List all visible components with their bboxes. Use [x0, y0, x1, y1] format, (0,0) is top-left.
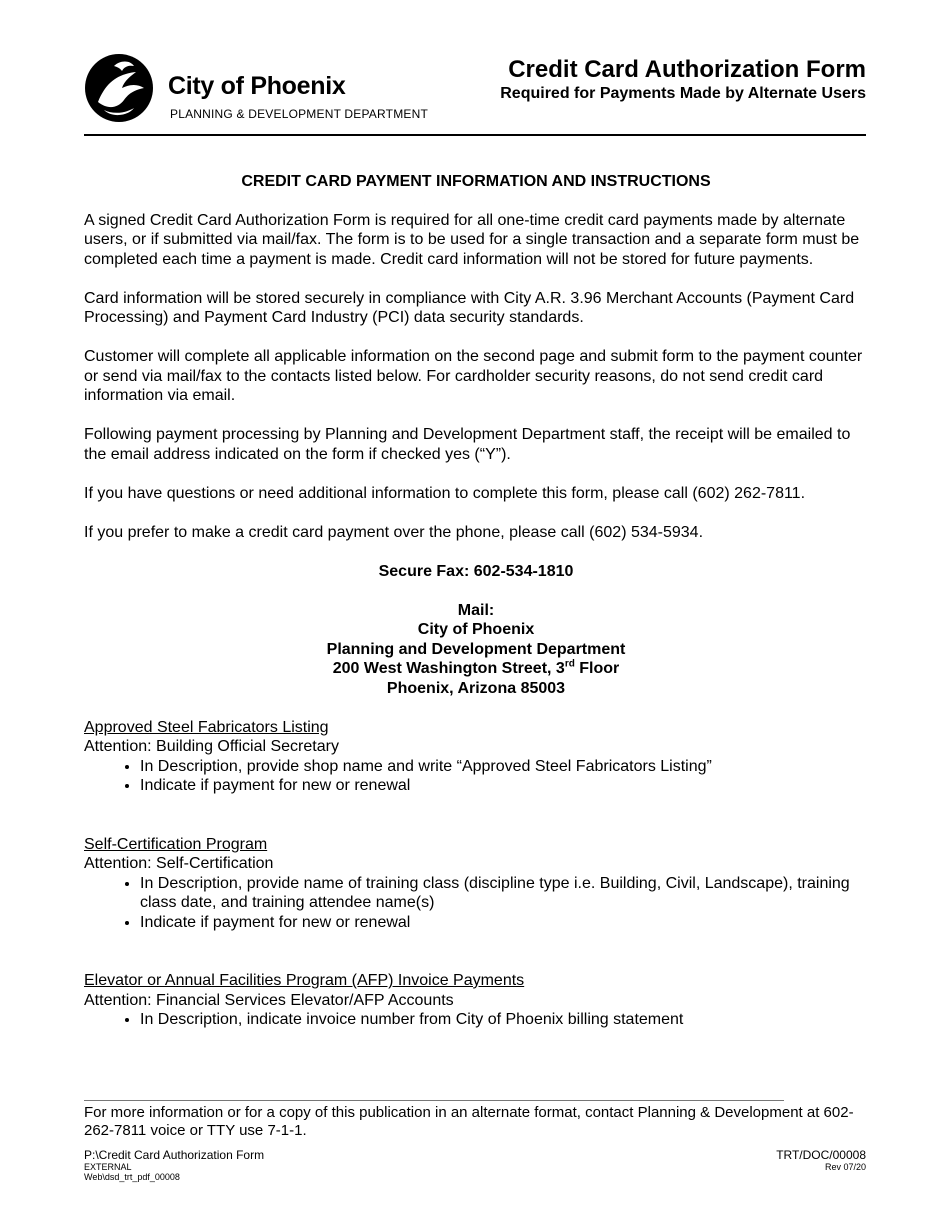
footer-meta-left [84, 1149, 264, 1182]
section-attention: Attention: Self-Certification [84, 855, 274, 872]
mail-line-city-state: Phoenix, Arizona 85003 [386, 679, 566, 697]
mail-line-street [84, 659, 868, 679]
paragraph-phone-payment: If you prefer to make a credit card payment over the phone, please call (602) 534-5934. [84, 523, 704, 541]
footer-file-path: P:\Credit Card Authorization Form [84, 1148, 265, 1162]
list-item: • In Description, indicate invoice number from City of Phoenix billing statement [140, 1010, 868, 1030]
logo-department-name: PLANNING & DEVELOPMENT DEPARTMENT [170, 107, 428, 121]
bullet-list [84, 757, 868, 796]
section-title: Approved Steel Fabricators Listing [84, 718, 329, 736]
paragraph-card-security: Card information will be stored securely in compliance with City A.R. 3.96 Merchant Accounts (Payment Card Processing) and Payment Card Industry (PCI) data security standards. [84, 289, 855, 326]
section-heading: CREDIT CARD PAYMENT INFORMATION AND INSTRUCTIONS [241, 173, 711, 190]
section-title: Self-Certification Program [84, 835, 268, 853]
header-divider [84, 134, 866, 136]
section-steel-fabricators [84, 718, 868, 796]
list-item: • Indicate if payment for new or renewal [140, 776, 868, 796]
footer-doc-id: TRT/DOC/00008 [776, 1148, 866, 1162]
section-title: Elevator or Annual Facilities Program (AFP) Invoice Payments [84, 972, 525, 989]
footer-divider [84, 1100, 784, 1101]
mail-street-suffix: Floor [574, 660, 620, 677]
footer-meta-right [776, 1149, 866, 1172]
bullet-list [84, 1010, 868, 1030]
footer-revision: Rev 07/20 [824, 1162, 866, 1172]
bullet-list [84, 874, 868, 933]
paragraph-receipt: Following payment processing by Planning and Development Department staff, the receipt will be emailed to the email address indicated on the form if checked yes (“Y”). [84, 426, 851, 463]
section-self-certification [84, 835, 868, 933]
form-title: Credit Card Authorization Form [508, 56, 866, 83]
list-item: • In Description, provide name of training class (discipline type i.e. Building, Civil, Landscape), training class date, and training attendee name(s) [140, 874, 868, 913]
footer-external-label: EXTERNAL [84, 1162, 132, 1172]
mail-line-city: City of Phoenix [417, 621, 535, 638]
form-subtitle: Required for Payments Made by Alternate Users [500, 85, 866, 102]
list-item: • Indicate if payment for new or renewal [140, 913, 868, 933]
section-attention: Attention: Financial Services Elevator/AFP Accounts [84, 991, 454, 1009]
mail-address [84, 601, 868, 699]
mail-label: Mail: [457, 601, 495, 619]
mail-street-prefix: 200 West Washington Street, 3 [332, 660, 565, 677]
mail-line-department: Planning and Development Department [326, 640, 626, 658]
document-body [84, 172, 868, 1030]
list-item: • In Description, provide shop name and write “Approved Steel Fabricators Listing” [140, 757, 868, 777]
paragraph-questions-phone: If you have questions or need additional information to complete this form, please call (602) 262-7811. [84, 484, 806, 502]
city-logo [84, 52, 434, 128]
page-header [84, 52, 866, 132]
footer-web-path: Web\dsd_trt_pdf_00008 [84, 1172, 180, 1182]
section-attention: Attention: Building Official Secretary [84, 738, 339, 755]
paragraph-customer-instructions: Customer will complete all applicable information on the second page and submit form to the payment counter or send via mail/fax to the contacts listed below. For cardholder security reasons, do not send credit card information via email. [84, 348, 863, 404]
footer-note: For more information or for a copy of this publication in an alternate format, contact Planning & Development at 602-262-7811 voice or TTY use 7-1-1. [84, 1104, 854, 1139]
logo-city-name: City of Phoenix [168, 72, 346, 100]
title-block [500, 56, 866, 104]
secure-fax: Secure Fax: 602-534-1810 [378, 562, 574, 580]
section-elevator-afp [84, 971, 868, 1030]
phoenix-bird-icon [84, 52, 154, 124]
paragraph-signed-form: A signed Credit Card Authorization Form is required for all one-time credit card payments made by alternate users, or if submitted via mail/fax. The form is to be used for a single transaction and a separate form must be completed each time a payment is made. Credit card information will not be stored for future payments. [84, 211, 860, 268]
mail-street-ordinal: rd [564, 658, 575, 670]
